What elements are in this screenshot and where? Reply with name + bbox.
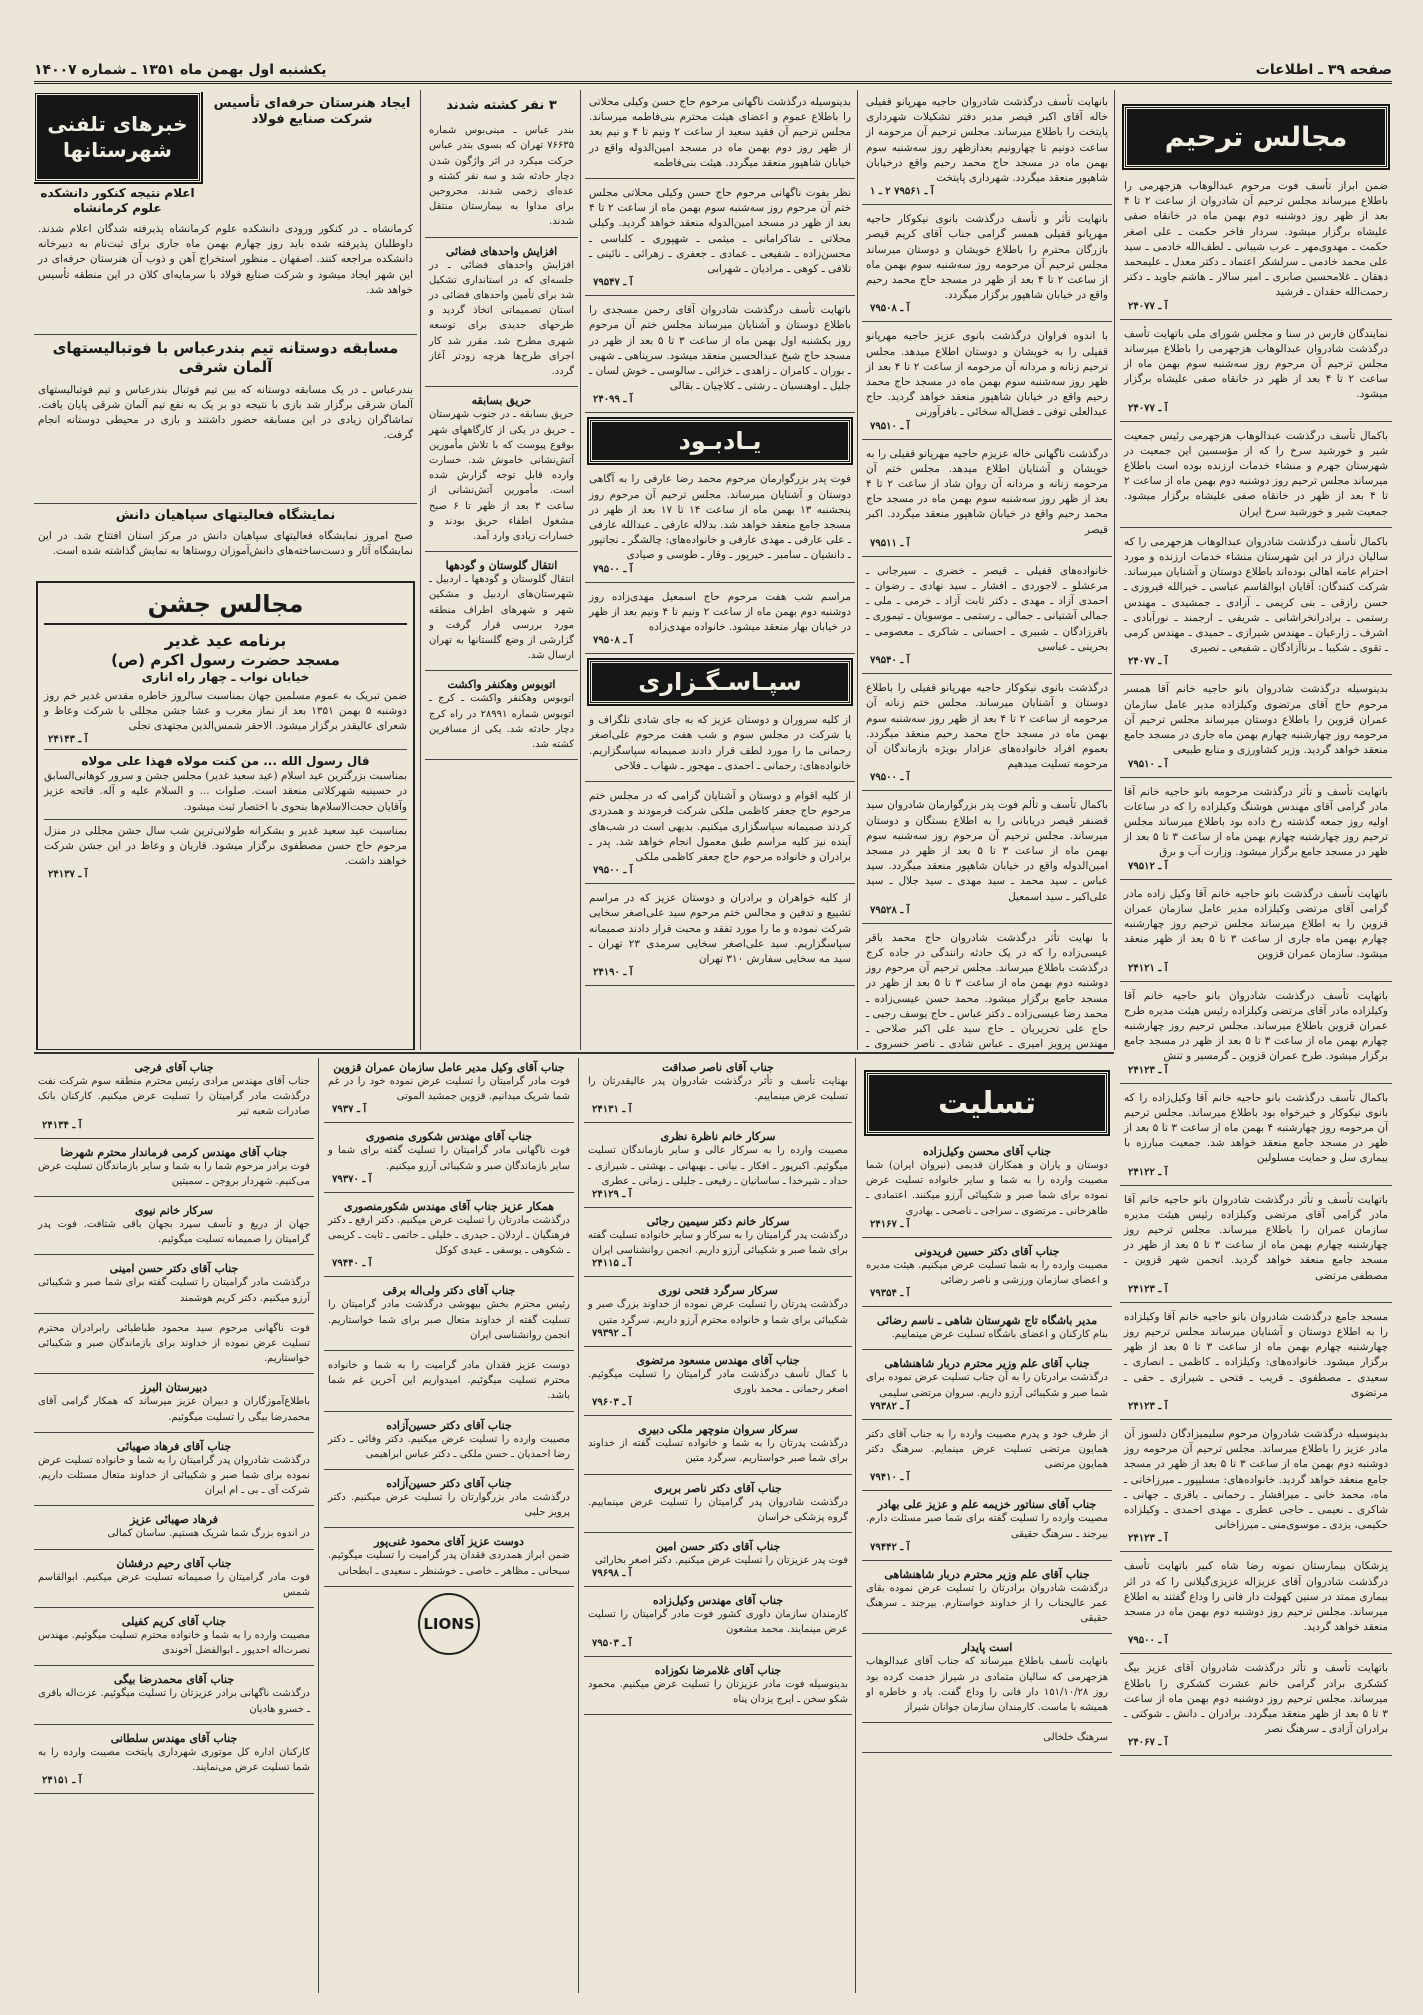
notice-item	[324, 1127, 574, 1187]
notice-item	[862, 1638, 1112, 1718]
notice-code: آ ـ ۲۴۰۷۷	[1128, 656, 1168, 668]
jashn-text: ضمن تبریک به عموم مسلمین جهان بمناسبت سالروز خاطره مقدس غدیر خم روز دوشنبه ۵ بهمن ۱۳۵۱ بعد از نماز مغرب و عشا جشن مجللی با شرکت وعاظ و شعرای عالیقدر برگزار میشود. الاحقر شمس‌الدین مجتهدی تجلی	[44, 689, 407, 732]
headline-match: مسابقه دوستانه تیم بندرعباس با فوتبالیستهای آلمان شرقی	[52, 339, 399, 376]
notice-title: مدیر باشگاه تاج شهرستان شاهی ـ ناسم رضائی	[876, 1314, 1098, 1328]
jashn-subtitle: برنامه عید غدیر	[164, 630, 287, 650]
notice-text: مراسم شب هفت مرحوم حاج اسمعیل مهدی‌زاده روز دوشنبه دوم بهمن ماه از ساعت ۲ ونیم تا ۴ ونیم بعد از ظهر در خیابان بهار منعقد میشود. خانواده مهدی‌زاده	[589, 590, 851, 634]
notice-item	[585, 469, 855, 577]
notice-title: جناب آقای سناتور خزیمه علم و عزیز علی بهادر	[877, 1498, 1097, 1512]
notice-text: درگذشت برادرتان را به آن جناب تسلیت عرض نموده برای شما صبر و شکیبائی آرزو داریم. سروان مرتضی سلیمی	[866, 1372, 1108, 1399]
column-rule	[1114, 90, 1115, 1050]
notice-text: درگذشت ناگهانی خاله عزیزم حاجیه مهرپانو قفیلی را به خویشان و آشنایان اطلاع میدهد. مجلس ختم آن مرحومه زنانه و مردانه آن روان شاد از ساعت ۲ تا ۴ بعد از ظهر روز سه‌شنبه سوم بهمن ماه در مسجد حاج محمد رحیم واقع در خیابان شاهپور منعقد میگردد. اکبر قیصر	[866, 447, 1109, 536]
news-list	[425, 120, 578, 760]
notice-text: درگذشت مادرتان را تسلیت عرض میکنیم. دکتر ارفع ـ دکتر فرهنگیان ـ اردلان ـ حیدری ـ خلیلی ـ حاتمی ـ ثابت ـ کریمی ـ شکوهی ـ یوسفی ـ عیدی کوکل	[328, 1214, 570, 1257]
jashn-address: خیابان نواب ـ چهار راه اناری	[141, 669, 310, 684]
notice-item	[585, 300, 855, 408]
notice-title: جناب آقای دکتر حسن امین	[655, 1540, 781, 1554]
notice-text: درگذشت شادروان برادرتان را تسلیت عرض نموده بقای عمر عالیجناب را از خداوند خواستارم. بیرجند ـ سرهنگ حقیقی	[866, 1582, 1108, 1625]
news-headline: ۳ نفر کشته شدند	[446, 98, 557, 113]
notice-code: آ ـ ۷۹۳۷	[332, 1104, 367, 1116]
notice-title: جناب آقای فرجی	[134, 1061, 214, 1074]
notice-item	[1120, 679, 1392, 772]
notice-title: دبیرستان البرز	[140, 1381, 208, 1395]
notice-item	[862, 1727, 1112, 1748]
notice-text: درگذشت پدر گرامیتان را به سرکار و سایر خانواده تسلیت گفته برای شما صبر و شکیبائی آرزو داریم. انجمن روانشناسی ایران	[588, 1230, 848, 1257]
headline-hunarestan: ایجاد هنرستان حرفه‌ای تأسیس شرکت صنایع فولاد	[213, 96, 411, 128]
notice-text: بانهایت تأسف باطلاع میرساند که جناب آقای عبدالوهاب هزجهرمی که سالیان متمادی در شیراز خدمت کرده بود روز ۱۵۱/۱۰/۲۸ دار فانی را وداع گفت. یاد و خاطره او همیشه با ماست. کارمندان سازمان جوانان شیراز	[866, 1656, 1108, 1714]
notice-item	[324, 1355, 574, 1407]
notice-text: باتهایت تأسف درگذشت شادروان بانو حاجیه خانم آقا وکیلزاده مادر آقای مرتضی وکیلزاده رئیس هیئت مدیره طرح عمران قزوین باطلاع میرساند. مجلس ترحیم روز چهارشنبه چهارم بهمن ماه از ساعت ۳ تا ۵ بعد از ظهر در مسجد جامع برگزار میشود. طرح عمران قزوین ـ گرمسیر و تنش	[1124, 989, 1389, 1063]
notice-text: فوت ناگهانی مادر گرامیتان را تسلیت گفته برای شما و سایر بازماندگان صبر و شکیبائی آرزو میکنیم.	[328, 1145, 570, 1172]
notice-text: بانهایت تأثر و تأسف درگذشت بانوی نیکوکار حاجیه مهرپانو قفیلی همسر گرامی جناب آقای کریم قیصر بازرگان محترم را باطلاع خویشان و دوستان میرساند مجلس ترحیم آن مرحومه روز سه‌شنبه سوم بهمن ماه از ساعت ۲ تا ۴ بعد از ظهر در مسجد حاج محمد رحیم واقع در خیابان شاهپور برگزار میگردد.	[866, 213, 1108, 302]
notice-item	[425, 391, 578, 547]
notice-title: سرکار سرگرد فتحی نوری	[658, 1284, 778, 1298]
tasliyat-list-3	[324, 1058, 574, 1587]
notice-item	[324, 1058, 574, 1118]
notice-item	[862, 1311, 1112, 1345]
notice-item	[862, 1242, 1112, 1302]
notice-text: افزایش واحدهای فضائی ـ در جلسه‌ای که در استانداری تشکیل شد برای تأمین واحدهای فضائی در استان تصمیماتی اتخاذ گردید و طرحهای جدیدی برای توسعه شهری مطرح شد. مقرر شد کار اجرای طرح‌ها هرچه زودتر آغاز گردد.	[429, 259, 574, 378]
notice-text: بندر عباس ـ مینی‌بوس شماره ۷۶۶۳۵ تهران که بسوی بندر عباس حرکت میکرد در اثر واژگون شدن دچار حادثه شد و سه نفر کشته و عده‌ای زخمی شدند. مجروحین برای مداوا به بیمارستان منتقل شدند.	[429, 125, 574, 228]
notice-text: نظر بفوت ناگهانی مرحوم حاج حسن وکیلی محلاتی مجلس ختم آن مرحوم روز سه‌شنبه سوم بهمن ماه از ساعت ۲ تا ۴ بعد از ظهر در مسجد امین‌الدوله منعقد خواهد گردید. وکیلی محلاتی ـ شاکرامانی ـ میثمی ـ شهپوری ـ کلباسی ـ محسن‌زاده ـ شفیعی ـ عمادی ـ جعفری ـ زهرائی ـ نائینی ـ تلافی ـ کوهی ـ مرادیان ـ شهرابی	[589, 187, 852, 276]
notice-title: است پایدار	[961, 1641, 1013, 1655]
column-news	[425, 92, 578, 1050]
notice-item	[585, 92, 855, 174]
notice-text: باتهایت تأسف و تأثر درگذشت شادروان بانو حاجیه خانم آقا مادر گرامی آقای مرتضی وکیلزاده رئیس هیئت مدیره سازمان عمران را باطلاع میرساند. مجلس ترحیم روز چهارشنبه چهارم بهمن ماه از ساعت ۳ تا ۵ بعد از ظهر در مسجد جامع منعقد خواهد گردید. انجمن شهر قزوین ـ مصطفی مرتضی	[1124, 1193, 1389, 1282]
notice-text: بنام کارکنان و اعضای باشگاه تسلیت عرض مینماییم.	[891, 1329, 1108, 1341]
notices-a	[585, 92, 855, 413]
notice-code: آ ـ ۲۴۱۲۲	[1128, 1166, 1168, 1178]
notice-title: افزایش واحدهای فضائی	[445, 244, 558, 258]
notice-text: فوت مادر گرامیتان را صمیمانه تسلیت عرض میکنیم. ابوالقاسم شمس	[38, 1571, 310, 1598]
notice-item	[862, 678, 1112, 786]
notice-code: آ ـ ۷۹۵۴۰	[870, 655, 910, 667]
notice-item	[584, 1420, 852, 1469]
notice-code: آ ـ ۲۴۰۷۷	[1128, 300, 1168, 312]
notice-item	[34, 1259, 314, 1308]
lions-club-emblem: LIONS	[418, 1593, 480, 1655]
notice-code: آ ـ ۲۴۱۲۳	[1128, 1401, 1168, 1412]
tasliyat-list-1	[862, 1142, 1112, 1753]
section-rule	[34, 1052, 1114, 1054]
notice-text: باکمال تأسف درگذشت عبدالوهاب هزجهرمی رئیس جمعیت شیر و خورشید سرخ را که از مؤسسین این جمعیت در شهرستان جهرم و منشاء خدمات ارزنده بوده است باطلاع میرساند مجلس ترحیم روز دوشنبه دوم بهمن ماه از ساعت ۲ تا ۴ بعد از ظهر در خانقاه صفی علیشاه برگزار میشود. جمعیت شیر و خورشید سرخ ایران	[1124, 429, 1388, 518]
jashn-quote-text: بمناسبت بزرگترین عید اسلام (عید سعید غدیر) مجلس جشن و سرور کوهانی‌السابق در حسینیه شهرکلاتی منعقد است. صلوات ... و السلام علیه و آله. فاتحه عزیز وآقایان حجت‌الاسلام‌ها بنحوی با اختصار ثبت میشود.	[44, 770, 407, 813]
notice-code: آ ـ ۲۴۱۲۳	[1128, 1533, 1168, 1545]
notice-code: آ ـ ۷۹۵۱۰	[1128, 758, 1168, 770]
column-tasliyat-4	[34, 1058, 314, 1993]
notice-item	[1120, 1088, 1392, 1181]
column-tarhim-2	[862, 92, 1112, 1050]
notice-item	[324, 1416, 574, 1465]
notice-text: بدینوسیله درگذشت شادروان بانو حاجیه خانم آقا همسر مرحوم حاج آقای مرتضوی وکیلزاده مدیر عامل سازمان عمران قزوین را باطلاع دوستان میرساند مجلس ترحیم آن مرحومه روز چهارشنبه چهارم بهمن ماه جاری در مسجد جامع منعقد خواهد گردید. وزیر کشاورزی و منابع طبیعی	[1124, 683, 1388, 757]
jashn2-text: بمناسبت عید سعید غدیر و بشکرانه طولانی‌ترین شب سال جشن مجللی در منزل مرحوم حاج حسن مصطفوی برگزار میشود. قاریان و وعاظ در این جشن شرکت خواهند داشت.	[44, 824, 407, 868]
notice-code: آ ـ ۷۹۴۱۰	[870, 1472, 910, 1484]
notice-text: درگذشت مادر گرامیتان را تسلیت گفته برای شما صبر و شکیبائی آرزو میکنیم. دکتر کریم هوشمند	[38, 1277, 310, 1304]
notice-text: باتهایت تأسف و تأثر درگذشت مرحومه بانو حاجیه خانم آقا مادر گرامی آقای مهندس هوشنگ وکیلزاده را که در ساعات اولیه روز جمعه گذشته رخ داده بود باطلاع میرساند مجلس ترحیم روز چهارشنبه چهارم بهمن ماه از ساعت ۳ تا ۵ بعد از ظهر در مسجد جامع برگزار میشود. وزارت آب و برق	[1124, 785, 1388, 859]
notice-item	[425, 556, 578, 666]
notice-text: درگذشت مادر بزرگوارتان را تسلیت عرض میکنیم. دکتر پرویز حلبی	[328, 1492, 570, 1519]
notice-text: فوت مادر گرامیتان را تسلیت عرض نموده خود را در غم شما شریک میدانیم. قزوین جمشید الموتی	[328, 1076, 570, 1103]
notice-code: آ ـ ۲۴۱۲۳	[1128, 1283, 1168, 1295]
notice-item	[585, 710, 855, 777]
notice-item	[584, 1661, 852, 1710]
notice-text: با اندوه فراوان درگذشت بانوی عزیز حاجیه مهرپانو قفیلی را به خویشان و دوستان اطلاع میدهد. مجلس ترحیم زنانه و مردانه آن مرحومه از ساعت ۲ تا ۴ بعد از ظهر روز سه‌شنبه سوم بهمن ماه در مسجد حاج محمد رحیم واقع در خیابان شاهپور منعقد خواهد گردید. حاج عبدالعلی توفی ـ فضل‌اله سخائی ـ بافرآورنی	[866, 330, 1109, 419]
notice-item	[324, 1281, 574, 1346]
notice-text: درگذشت پدرتان را به شما و خانواده تسلیت گفته از خداوند برای شما صبر خواستاریم. سرگرد متین	[588, 1438, 848, 1465]
notice-text: انتقال گلوستان و گودهها ـ اردبیل ـ شهرستان‌های اردبیل و مشکین شهر و شهرهای اطراف منطقه مورد بررسی قرار گرفت و گزارشی از وضع گلستانها به تهران ارسال شد.	[429, 574, 574, 662]
notice-item	[34, 1510, 314, 1544]
notice-title: جناب آقای مهندس کرمی فرماندار محترم شهرضا	[60, 1145, 288, 1159]
notice-text: مصیبت وارده را به شما تسلیت عرض میکنیم. هیئت مدیره و اعضای سازمان ورزشی و ناصر رضائی	[866, 1259, 1108, 1287]
notice-text: مصیبت وارده را تسلیت گفته برای شما صبر مسئلت دارم. بیرجند ـ سرهنگ حقیقی	[866, 1513, 1108, 1540]
tasliyat-list-4	[34, 1058, 314, 1794]
notice-item	[1120, 426, 1392, 523]
column-rule	[578, 1058, 579, 1993]
lead-news-text: کرمانشاه ـ در کنکور ورودی دانشکده علوم کرمانشاه پذیرفته شدگان اعلام شدند. داوطلبان پذیرفته شده باید روز چهارم بهمن ماه جاری برای ثبت‌نام به دبیرخانه دانشکده مراجعه کنند. اصفهان ـ منظور استخراج آهن و ذوب آن هنرستان حرفه‌ای در این شهر ایجاد میشود و شرکت صنایع فولاد با سرمایه‌ای کلان در این منطقه تأسیس خواهد شد.	[38, 223, 413, 296]
notice-code: آ ـ ۲۴۰۷۷	[1128, 402, 1168, 414]
notice-text: پزشکان بیمارستان نمونه رضا شاه کبیر باتهایت تأسف درگذشت شادروان آقای عزیزاله عزیزی‌گیلانی را که در اثر بیماری ممتد در سنین کهولت دار فانی را وداع گفتند به اطلاع میرساند. مجلس ترحیم روز دوشنبه دوم بهمن ماه در مسجد منعقد خواهد گردید.	[1124, 1560, 1388, 1634]
notice-code: آ ـ ۷۹۵۱۰	[870, 420, 910, 432]
notice-code: آ ـ ۲۴۰۶۷	[1128, 1737, 1168, 1749]
notice-text: باتهایت تأسف درگذشت بانو حاجیه خانم آقا وکیل زاده مادر گرامی آقای مرتضی وکیلزاده مدیر عامل سازمان عمران قزوین را به اطلاع میرساند مجلس ترحیم روز چهارشنبه چهارم بهمن ماه جاری از ساعت ۳ تا ۵ بعد از ظهر منعقد میشود. سازمان عمران قزوین	[1124, 887, 1388, 961]
notice-text: باکمال تأسف درگذشت شادروان عبدالوهاب هزجهرمی را که سالیان دراز در این شهرستان منشاء خدمات ارزنده و مورد احترام عامه اهالی بوده‌اند باطلاع دوستان و آشنایان میرساند. شرکت کنندگان: آقایان ابوالقاسم عباسی ـ خیرالله فیروزی ـ حسن رازقی ـ بنی کریمی ـ آزادی ـ جمشیدی ـ مهندس رستمی ـ برادرانخراشانی ـ شریفی ـ ارجمند ـ نورآبادی ـ اشرف ـ زارعیان ـ مهندس شیرازی ـ حمیدی ـ مهندس کرمی ـ تقوی ـ شکیبا ـ برناآزادگان ـ شفیعی ـ نصیری	[1124, 535, 1388, 655]
notice-code: آ ـ ۷۹۵۰۰	[1128, 1635, 1168, 1647]
notice-item	[425, 242, 578, 383]
notice-text: مصیبت وارده را به سرکار عالی و سایر بازماندگان تسلیت میگوئیم. اکبرپور ـ افکار ـ بیانی ـ بهبهانی ـ بهشتی ـ شیرازی ـ حداد ـ شیرخدا ـ ساسانیان ـ رفیعی ـ جلیلی ـ زمانی ـ عطری	[588, 1145, 848, 1187]
notice-item	[585, 888, 855, 981]
notice-code: آ ـ ۷۹۵۰۸	[870, 303, 910, 315]
notice-text: از کلیه خواهران و برادران و دوستان عزیز که در مراسم تشییع و تدفین و مجالس ختم مرحوم سید علی‌اصغر سخایی شرکت نموده و ما را مورد تفقد و محبت قرار دادند صمیمانه سپاسگزاریم. سید علی‌اصغر سخایی سرمدی ۲۳ تهران ـ سید مه سخایی سفارش ۳۱۰ تهران	[589, 892, 851, 965]
notice-text: با نهایت تأثر درگذشت شادروان حاج محمد باقر عیسی‌زاده را که در یک حادثه رانندگی در جاده کرج درگذشت باطلاع میرساند. مجلس ترحیم آن مرحوم روز دوشنبه دوم بهمن ماه از ساعت ۳ تا ۵ بعد از ظهر در مسجد جامع برگزار میشود. محمد حسن عیسی‌زاده ـ محمد رضا عیسی‌زاده ـ دکتر عباس ـ حاج یوسف رجبی ـ حاج علی تحریریان ـ حاج سید علی اکبر صلاحی ـ مهندس پرویز امیری ـ عباس شادی ـ ناصر خسروی ـ	[866, 931, 1109, 1050]
notice-text: کارمندان سازمان داوری کشور فوت مادر گرامیتان را تسلیت عرض مینمایند. محمد مشعون	[588, 1609, 848, 1636]
notice-item	[34, 1378, 314, 1427]
notice-text: حریق بسابقه ـ در جنوب شهرستان ـ حریق در یکی از کارگاههای شهر بوقوع پیوست که با تلاش مأمورین آتش‌نشانی خاموش شد. خسارت وارده قابل توجه گزارش شده است. مأمورین آتش‌نشانی از ساعت ۳ بعد از ظهر تا ۶ صبح مشغول اطفاء حریق بودند و خسارات زیادی وارد آمد.	[429, 409, 574, 542]
notice-title: سرکار سروان منوچهر ملکی دبیری	[638, 1423, 798, 1437]
notice-text: رئیس محترم بخش بیهوشی درگذشت مادر گرامیتان را تسلیت گفته از خداوند متعال صبر برای شما خواستاریم. انجمن روانشناسی ایران	[328, 1299, 570, 1341]
notice-code: آ ـ ۷۹۶۹۸	[592, 1568, 632, 1580]
column-rule	[318, 1058, 319, 1993]
notice-item	[34, 1437, 314, 1502]
notice-text: درگذشت شادروان پدر گرامیتان را به شما و خانواده تسلیت عرض نموده برای شما صبر و شکیبائی از خداوند متعال مسئلت داریم. شرکت آی ـ بی ـ ام ایران	[38, 1454, 310, 1497]
notice-item	[862, 326, 1112, 434]
notice-code: آ ـ ۷۹۵۰۰	[593, 865, 633, 877]
notice-code: آ ـ ۷۹۵۰۰	[870, 772, 910, 784]
headline-konkur: اعلام نتیجه کنکور دانشکده علوم کرمانشاه	[40, 186, 195, 215]
column-3	[585, 92, 855, 1050]
notice-code: آ ـ ۷۹۵۰۰	[593, 563, 633, 575]
notice-code: آ ـ ۷۹۳۵۴	[870, 1288, 910, 1300]
column-tasliyat-2	[584, 1058, 852, 1993]
notice-item	[34, 1554, 314, 1603]
notice-text: مصیبت وارده را تسلیت عرض میکنیم. دکتر وفائی ـ دکتر رضا احمدیان ـ حسن ملکی ـ دکتر عباس ابراهیمی	[328, 1433, 570, 1460]
notice-text: بهنایت تأسف و تأثر درگذشت شادروان پدر عالیقدرتان را تسلیت عرض مینماییم.	[588, 1076, 848, 1103]
notice-text: از طرف خود و پدرم مصیبت وارده را به جناب آقای دکتر همایون مرتضی تسلیت عرض مینمایم. سرهنگ دکتر همایون مرتضی	[866, 1428, 1108, 1471]
notice-code: آ ـ ۲۴۱۱۵	[592, 1258, 632, 1270]
notice-item	[324, 1532, 574, 1581]
notice-item	[1120, 986, 1392, 1079]
notice-item	[1120, 176, 1392, 315]
notice-code: آ ـ ۲۴۱۹۰	[593, 967, 633, 979]
column-rule	[420, 90, 421, 1050]
notice-title: جناب آقای محمدرضا بیگی	[113, 1673, 235, 1687]
notice-code: آ ـ ۲۴۱۲۳	[1128, 1064, 1168, 1076]
notice-item	[1120, 1556, 1392, 1649]
notice-code: آ ـ ۷۹۵۱۱	[870, 537, 910, 549]
notices-b	[585, 469, 855, 654]
match-text: بندرعباس ـ در یک مسابقه دوستانه که بین تیم فوتبال بندرعباس و تیم فوتبالیستهای آلمان شرقی برگزار شد بازی با نتیجه دو بر یک به نفع تیم آلمان شرقی پایان یافت. تماشاگران زیادی در این مسابقه حضور داشتند و بازی در محیطی دوستانه انجام گرفت.	[38, 383, 413, 442]
notice-item	[862, 928, 1112, 1050]
notice-item	[34, 1729, 314, 1789]
notice-code: آ ـ ۲۴۱۲۹	[592, 1189, 632, 1201]
notice-title: جناب آقای علم وزیر محترم دربار شاهنشاهی	[884, 1567, 1090, 1581]
notice-title: انتقال گلوستان و گودهها	[445, 559, 558, 573]
page-label: صفحه ۳۹ ـ اطلاعات	[1255, 61, 1392, 78]
notice-title: جناب آقای دکتر ولی‌اله برقی	[382, 1284, 516, 1298]
notice-item	[862, 1354, 1112, 1414]
notice-code: آ ـ ۷۹۵۶۱ ۲ ـ ۱	[870, 186, 934, 198]
notice-text: فوت پدر عزیزتان را تسلیت عرض میکنیم. دکتر اصغر بخارائی	[595, 1555, 848, 1567]
notice-code: آ ـ ۲۴۱۵۱	[42, 1775, 82, 1787]
notice-text: باطلاع‌آموزگاران و دبیران عزیز میرساند که همکار گرامی آقای محمدرضا بیگی را تسلیت میگوئیم.	[38, 1396, 310, 1423]
notice-text: دوستان و یاران و همکاران قدیمی (نیروان ایران) شما مصیبت وارده را به شما و سایر خانواده تسلیت عرض نموده برای شما صبر و شکیبائی آرزو میکنند. اعتمادی ـ طاهرخانی ـ مرتضوی ـ سراجی ـ ناصحی ـ بهادری	[866, 1160, 1108, 1217]
notice-item	[425, 120, 578, 232]
notice-item	[324, 1474, 574, 1523]
notice-item	[425, 675, 578, 755]
notice-item	[324, 1197, 574, 1273]
jashn-code: آ ـ ۲۴۱۴۳	[48, 734, 88, 746]
notice-item	[862, 795, 1112, 918]
notice-text: اتوبوس وهکنفر واکشت ـ کرج ـ اتوبوس شماره ۲۸۹۹۱ در راه کرج دچار حادثه شد. یکی از مسافرین کشته شد.	[429, 693, 574, 750]
notice-title: جناب آقای دکتر حسین‌آزاده	[386, 1418, 512, 1432]
notice-title: اتوبوس وهکنفر واکشت	[447, 678, 556, 692]
notice-item	[1120, 1190, 1392, 1298]
notice-item	[585, 183, 855, 291]
notice-title: جناب آقای رحیم درفشان	[116, 1556, 232, 1570]
exhibition-text: صبح امروز نمایشگاه فعالیتهای سپاهیان دانش در مرکز استان افتتاح شد. در این نمایشگاه آثار و دست‌ساخته‌های دانش‌آموزان روستاها به نمایش گذاشته شده است.	[38, 529, 413, 557]
notice-title: جناب آقای مهندس وکیل‌زاده	[652, 1594, 784, 1608]
notice-code: آ ـ ۷۹۵۴۷	[593, 277, 633, 289]
notice-text: باتهایت تأسف درگذشت شادروان آقای رحمن مسجدی را باطلاع دوستان و آشنایان میرساند مجلس ختم آن مرحوم روز یکشنبه اول بهمن ماه از ساعت ۳ تا ۵ بعد از ظهر در مسجد حاج شیخ عبدالحسین منعقد میشود. سرپناهی ـ شهبی ـ بوران ـ کامران ـ زاهدی ـ خزائی ـ سالوسی ـ خوش لسان ـ جلیل ـ اوهنسیان ـ رشتی ـ کلاچیان ـ بقالی	[589, 304, 851, 393]
notice-title: سرکار خانم نیوی	[134, 1204, 214, 1218]
notice-text: فوت ناگهانی مرحوم سید محمود طباطبائی رابرادران محترم تسلیت عرض نموده از خداوند برای بازماندگان صبر و شکیبائی خواستاریم.	[38, 1322, 310, 1365]
notices-c	[585, 710, 855, 986]
notice-text: باکمال تأسف و تألم فوت پدر بزرگوارمان شادروان سید قضنفر قیصر دریابانی را به اطلاع بستگان و دوستان میرساند. مجلس ترحیم آن مرحوم روز سه‌شنبه سوم بهمن ماه از ساعت ۳ تا ۵ بعد از ظهر در مسجد امین‌الدوله واقع در خیابان شاهپور منعقد میگردد. سید عباس ـ سید محمد ـ سید مهدی ـ سید جلال ـ سید علی‌اکبر ـ سید اسمعیل	[866, 799, 1109, 903]
notice-item	[862, 561, 1112, 669]
notice-item	[34, 1143, 314, 1192]
masthead	[34, 58, 1392, 84]
notice-title: جناب آقای دکتر حسین فریدونی	[914, 1244, 1060, 1258]
section-banner-yadbud: یـادبـود	[589, 419, 851, 463]
notice-item	[34, 1201, 314, 1250]
notice-title: جناب آقای محسن وکیل‌زاده	[923, 1145, 1051, 1158]
notice-item	[584, 1591, 852, 1651]
notice-title: جناب آقای مهندس سلطانی	[110, 1731, 238, 1745]
notice-item	[862, 1565, 1112, 1630]
notice-code: آ ـ ۷۹۶۰۳	[592, 1397, 632, 1409]
notice-title: جناب آقای علم وزیر محترم دربار شاهنشاهی	[884, 1357, 1090, 1371]
notice-text: بدینوسیله درگذشت ناگهانی مرحوم حاج حسن وکیلی محلاتی را باطلاع عموم و اعضای هیئت محترم بنی‌فاطمه میرساند. مجلس ترحیم آن فقید سعید از ساعت ۲ ونیم تا ۴ و نیم بعد از ظهر روز دوم بهمن ماه در مسجد امین‌الدوله واقع در خیابان شاهپور منعقد میگردد. هیئت بنی‌فاطمه	[589, 96, 851, 169]
notice-item	[1120, 1307, 1392, 1415]
notice-item	[585, 587, 855, 650]
section-banner-telephone-news: خبرهای تلفنی شهرستانها	[34, 92, 201, 182]
notice-text: سرهنگ خلخالی	[1043, 1732, 1108, 1744]
notice-title: جناب آقای دکتر حسین‌آزاده	[386, 1477, 512, 1491]
tarhim-list-2	[862, 92, 1112, 1050]
notice-item	[584, 1537, 852, 1582]
notice-code: آ ـ ۷۹۵۲۸	[870, 904, 910, 916]
notice-code: آ ـ ۷۹۳۹۲	[592, 1327, 632, 1339]
notice-text: جهان از دریغ و تأسف سپرد بجهان باقی شتافت. فوت پدر گرامیتان را صمیمانه تسلیت میگوئیم.	[38, 1219, 310, 1246]
notice-code: آ ـ ۲۴۱۳۴	[42, 1119, 82, 1131]
issue-date: یکشنبه اول بهمن ماه ۱۳۵۱ ـ شماره ۱۴۰۰۷	[34, 61, 327, 78]
notice-item	[862, 1495, 1112, 1555]
jashn2-code: آ ـ ۲۴۱۳۷	[48, 869, 88, 881]
notice-title: سرکار خانم دکتر سیمین رجائی	[646, 1215, 790, 1229]
jashn-box	[36, 581, 415, 1050]
notice-title: جناب آقای ناصر صداقت	[662, 1061, 774, 1074]
column-rule	[855, 1058, 856, 1993]
column-tasliyat-3	[324, 1058, 574, 1993]
notice-title: جناب آقای فرهاد صهبائی	[116, 1439, 232, 1453]
notice-item	[585, 786, 855, 879]
notice-text: ضمن ابراز تأسف فوت مرحوم عبدالوهاب هزجهرمی را باطلاع میرساند مجلس ترحیم آن شادروان از ساعت ۲ تا ۴ بعد از ظهر روز دوشنبه دوم بهمن ماه در خانقاه صفی علیشاه برگزار میشود. سردار فاخر حکمت ـ علی اصغر حکمت ـ مهدوی‌مهر ـ عرب شیبانی ـ لطف‌الله خادمی ـ سید علی محمد خادمی ـ سرلشکر اعتماد ـ دکتر معدل ـ علیمحمد دهقان ـ غلامحسین صابری ـ امیر سالار ـ هاشم جاوید ـ دکتر رحمت‌الله حقدان ـ فرشید	[1124, 180, 1388, 299]
notice-text: درگذشت شادروان پدر گرامیتان را تسلیت عرض مینماییم. گروه پزشکی خراسان	[588, 1496, 848, 1523]
notice-code: آ ـ ۷۹۴۴۰	[332, 1258, 372, 1270]
notice-title: جناب آقای وکیل مدیر عامل سازمان عمران قزوین	[333, 1061, 565, 1074]
notice-title: دوست عزیز آقای محمود غنی‌پور	[374, 1535, 524, 1549]
notice-item	[862, 1142, 1112, 1233]
notice-item	[862, 92, 1112, 200]
section-title-jashn: مجالس جشن	[44, 589, 407, 625]
tasliyat-list-2	[584, 1058, 852, 1715]
notice-text: از کلیه اقوام و دوستان و آشنایان گرامی که در مجلس ختم مرحوم حاج جعفر کاظمی ملکی شرکت فرمودند و همدردی کردند صمیمانه سپاسگزاری میکنیم. بدیهی است در شب‌های آینده نیز کلیه مراسم طبق معمول انجام خواهد شد. پدر ـ برادران و خانواده مرحوم حاج جعفر کاظمی ملکی	[589, 790, 851, 863]
notice-text: درگذشت بانوی نیکوکار حاجیه مهرپانو قفیلی را باطلاع دوستان و آشنایان میرساند. مجلس ختم زنانه آن مرحومه از ساعت ۲ تا ۴ بعد از ظهر روز سه‌شنبه سوم بهمن ماه در مسجد حاج محمد رحیم منعقد میگردد. بعموم افراد خانواده‌های عزادار بویژه بازماندگان آن مرحومه تسلیت میدهیم	[866, 682, 1108, 771]
notice-item	[584, 1127, 852, 1203]
notice-item	[1120, 324, 1392, 417]
notice-item	[1120, 1658, 1392, 1751]
notice-code: آ ـ ۲۴۱۲۱	[1128, 962, 1168, 974]
notice-title: جناب آقای مهندس شکوری منصوری	[365, 1130, 533, 1144]
column-rule	[580, 90, 581, 1050]
tarhim-list	[1120, 176, 1392, 1756]
notice-text: باتهایت تأسف و تأثر درگذشت شادروان آقای عزیز بیگ کشکری برادر گرامی خانم عشرت کشکری را باطلاع میرساند. مجلس ترحیم روز دوشنبه دوم بهمن ماه از ساعت ۳ تا ۵ بعد از ظهر منعقد میگردد. برادران ـ دانش ـ شوکتی ـ برادران آزادی ـ سرهنگ نصر	[1124, 1662, 1388, 1736]
notice-title: جناب آقای غلامرضا نکوزاده	[654, 1663, 782, 1677]
notice-title: حریق بسابقه	[471, 394, 532, 408]
notice-text: در اندوه بزرگ شما شریک هستیم. ساسان کمالی	[107, 1528, 310, 1540]
notice-item	[34, 1058, 314, 1134]
notice-code: آ ـ ۷۹۴۴۲	[870, 1541, 910, 1553]
notice-item	[584, 1212, 852, 1272]
notice-text: مصیبت وارده را به شما و خانواده محترم تسلیت میگوئیم. مهندس نصرت‌اله احدپور ـ ابوالفضل آخوندی	[38, 1630, 310, 1657]
notice-item	[584, 1351, 852, 1411]
notice-text: خانواده‌های قفیلی ـ قیصر ـ خضری ـ سیرجانی ـ مرعشلو ـ لاجوردی ـ افشار ـ سید نهادی ـ رضوان ـ احمدی آزاد ـ مهدی ـ دکتر ثابت آزاد ـ خرمی ـ ملی ـ جمالی آشتیانی ـ جمالی ـ رستمی ـ موسویان ـ تیموری ـ باقرزادگان ـ شبیری ـ احسانی ـ شاکری ـ معصومی ـ بحرینی ـ عباسی	[866, 564, 1108, 653]
section-banner-tarhim: مجالس ترحیم	[1124, 106, 1388, 168]
notice-text: جناب آقای مهندس مرادی رئیس محترم منطقه سوم شرکت نفت درگذشت مادر گرامیتان را تسلیت عرض میکنیم. کارکنان بانک صادرات شعبه تیر	[38, 1076, 310, 1118]
notice-title: همکار عزیز جناب آقای مهندس شکورمنصوری	[343, 1199, 555, 1213]
notice-title: فرهاد صهبائی عزیز	[129, 1513, 219, 1527]
notice-code: آ ـ ۲۴۱۶۷	[870, 1218, 910, 1230]
notice-code: آ ـ ۷۹۵۱۲	[1128, 860, 1168, 872]
notice-text: با کمال تأسف درگذشت مادر گرامیتان را تسلیت میگوئیم. اصغر رحمانی ـ محمد باوری	[588, 1368, 848, 1396]
column-tasliyat-1	[862, 1058, 1112, 1993]
jashn-place: مسجد حضرت رسول اکرم (ص)	[111, 650, 340, 669]
notice-text: نمایندگان فارس در سنا و مجلس شورای ملی باتهایت تأسف درگذشت شادروان عبدالوهاب هزجهرمی را باطلاع میرساند مجلس ترحیم آن مرحوم روز سه‌شنبه سوم بهمن ماه از ساعت ۲ تا ۴ بعد از ظهر در خانقاه صفی علیشاه برگزار میشود.	[1124, 327, 1388, 401]
notice-text: دوست عزیز فقدان مادر گرامیت را به شما و خانواده محترم تسلیت میگوئیم. امیدواریم این آخرین غم شما باشد.	[328, 1360, 570, 1402]
notice-item	[1120, 532, 1392, 671]
notice-item	[584, 1281, 852, 1341]
notice-text: کارکنان اداره کل موتوری شهرداری پایتخت مصیبت وارده را به شما تسلیت عرض می‌نمایند.	[38, 1746, 310, 1774]
notice-item	[862, 209, 1112, 317]
notice-code: آ ـ ۷۹۵۰۸	[593, 635, 633, 647]
notice-title: جناب آقای مهندس مسعود مرتضوی	[636, 1353, 800, 1367]
headline-exhibition: نمایشگاه فعالیتهای سپاهیان دانش	[115, 507, 336, 523]
notice-item	[584, 1058, 852, 1118]
notice-item	[1120, 782, 1392, 875]
column-tarhim	[1120, 92, 1392, 1992]
notice-text: بدینوسیله فوت مادر عزیزتان را تسلیت عرض میکنیم. محمود شکو سخن ـ ایرج یزدان پناه	[588, 1678, 848, 1705]
notice-item	[34, 1670, 314, 1719]
column-5	[34, 92, 417, 1050]
notice-text: از کلیه سروران و دوستان عزیز که به جای شادی تلگراف و یا شرکت در مجلس سوم و شب هفت مرحوم علی‌اصغر رحمانی ما را مورد لطف قرار دادند صمیمانه سپاسگزاریم. خانواده‌های: رحمانی ـ احمدی ـ مهجور ـ شهاب ـ فلاحی	[589, 714, 851, 772]
notice-title: سرکار خانم ناظرة نظری	[660, 1130, 776, 1144]
notice-text: فوت برادر مرحوم شما را به شما و سایر بازماندگان تسلیت عرض می‌کنیم. شهردار بروجن ـ سمیتین	[38, 1160, 310, 1187]
notice-code: آ ـ ۷۹۳۷۰	[332, 1173, 372, 1185]
section-banner-sepasgozari: سپـاسـگـزاری	[589, 660, 851, 704]
notice-code: آ ـ ۷۹۵۰۳	[592, 1637, 632, 1649]
notice-title: جناب آقای کریم کفیلی	[121, 1615, 227, 1629]
notice-item	[34, 1612, 314, 1661]
notice-item	[1120, 884, 1392, 977]
notice-code: آ ـ ۲۴۱۳۱	[592, 1104, 632, 1116]
notice-item	[862, 1424, 1112, 1487]
jashn-quote: قال رسول الله ... من کنت مولاه فهذا علی مولاه	[81, 754, 370, 769]
notice-code: آ ـ ۷۹۳۸۲	[870, 1400, 910, 1412]
notice-text: درگذشت پدرتان را تسلیت عرض نموده از خداوند بزرگ صبر و شکیبائی برای شما و خانواده محترم آرزو داریم. سرگرد متین	[588, 1299, 848, 1326]
notice-text: درگذشت ناگهانی برادر عزیزتان را تسلیت میگوئیم. عزت‌اله باقری ـ خسرو هادیان	[38, 1688, 310, 1715]
notice-text: بانهایت تأسف درگذشت شادروان حاجیه مهرپانو قفیلی خاله آقای اکبر قیصر مدیر دفتر تشکیلات شهرداری پایتخت را باطلاع میرساند. مجلس ترحیم آن مرحومه از ساعت دونیم تا چهارونیم بعدازظهر روز سه‌شنبه سوم بهمن ماه در مسجد حاج محمد رحیم واقع درخیابان شاهپور منعقد میگردد. شهرداری پایتخت	[866, 96, 1108, 185]
section-banner-tasliyat: تسلیت	[866, 1072, 1108, 1134]
notice-item	[34, 1318, 314, 1370]
notice-text: فوت پدر بزرگوارمان مرحوم محمد رضا عارفی را به آگاهی دوستان و آشنایان میرساند. مجلس ترحیم آن مرحوم روز پنجشنبه ۱۳ بهمن ماه از ساعت ۱۴ تا ۱۷ بعد از ظهر در مسجد جامع منعقد خواهد شد. بدلاله عارفی ـ عبدالله عارفی ـ علی عارفی ـ مهدی عارفی و خانواده‌های: چالشگر ـ نجاتپور ـ دانشیان ـ سامبر ـ خیرپور ـ وقار ـ طوسی و صیادی	[589, 473, 851, 562]
notice-text: بدینوسیله درگذشت شادروان مرحوم سلیمیزادگان دلسوز آن مادر عزیز را باطلاع میرساند. مجلس ترحیم آن مرحومه روز دوشنبه دوم بهمن ماه از ساعت ۳ تا ۵ بعد از ظهر در مسجد جامع منعقد خواهد گردید. خانواده‌های: مسلیپور ـ میرزاخانی ـ ماه، محمد خانی ـ میرافشار ـ رحمانی ـ باقری ـ جهانی ـ شاکری ـ نعیمی ـ حاجی عطری ـ مهدی احمدی ـ وکیلزاده حکیمی، یزدی ـ موسوی‌منی ـ میرزاخانی	[1124, 1428, 1389, 1532]
notice-text: باکمال تأسف درگذشت بانو حاجیه خانم آقا وکیل‌زاده را که بانوی نیکوکار و خیرخواه بود باطلاع میرساند. مجلس ترحیم آن مرحومه روز چهارشنبه ۴ بهمن ماه از ساعت ۳ تا ۵ بعد از ظهر در مسجد جامع منعقد خواهد شد. جمعیت مبارزه با بیماری سل و حمایت مسلولین	[1124, 1091, 1389, 1165]
notice-text: ضمن ابراز همدردی فقدان پدر گرامیت را تسلیت میگوئیم. سبحانی ـ مظاهر ـ خاصی ـ خوشنظر ـ سعیدی ـ ابطحانی	[328, 1550, 570, 1577]
notice-item	[584, 1479, 852, 1528]
notice-item	[1120, 1424, 1392, 1547]
notice-code: آ ـ ۲۴۰۹۹	[593, 394, 633, 406]
notice-title: جناب آقای دکتر حسن امینی	[109, 1262, 239, 1276]
column-rule	[857, 90, 858, 1050]
notice-text: مسجد جامع درگذشت شادروان بانو حاجیه خانم آقا وکیلزاده را به اطلاع دوستان و آشنایان میرساند مجلس ترحیم روز چهارشنبه چهارم بهمن ماه از ساعت ۳ تا ۵ بعد از ظهر برگزار میشود. خانواده‌های: وکیلزاده ـ کاظمی ـ انصاری ـ سعیدی ـ مصطفوی ـ قریب ـ فتحی ـ شیرازی ـ حقی ـ مرتضوی	[1124, 1310, 1388, 1399]
notice-item	[862, 444, 1112, 552]
notice-title: جناب آقای دکتر ناصر بربری	[654, 1481, 782, 1495]
